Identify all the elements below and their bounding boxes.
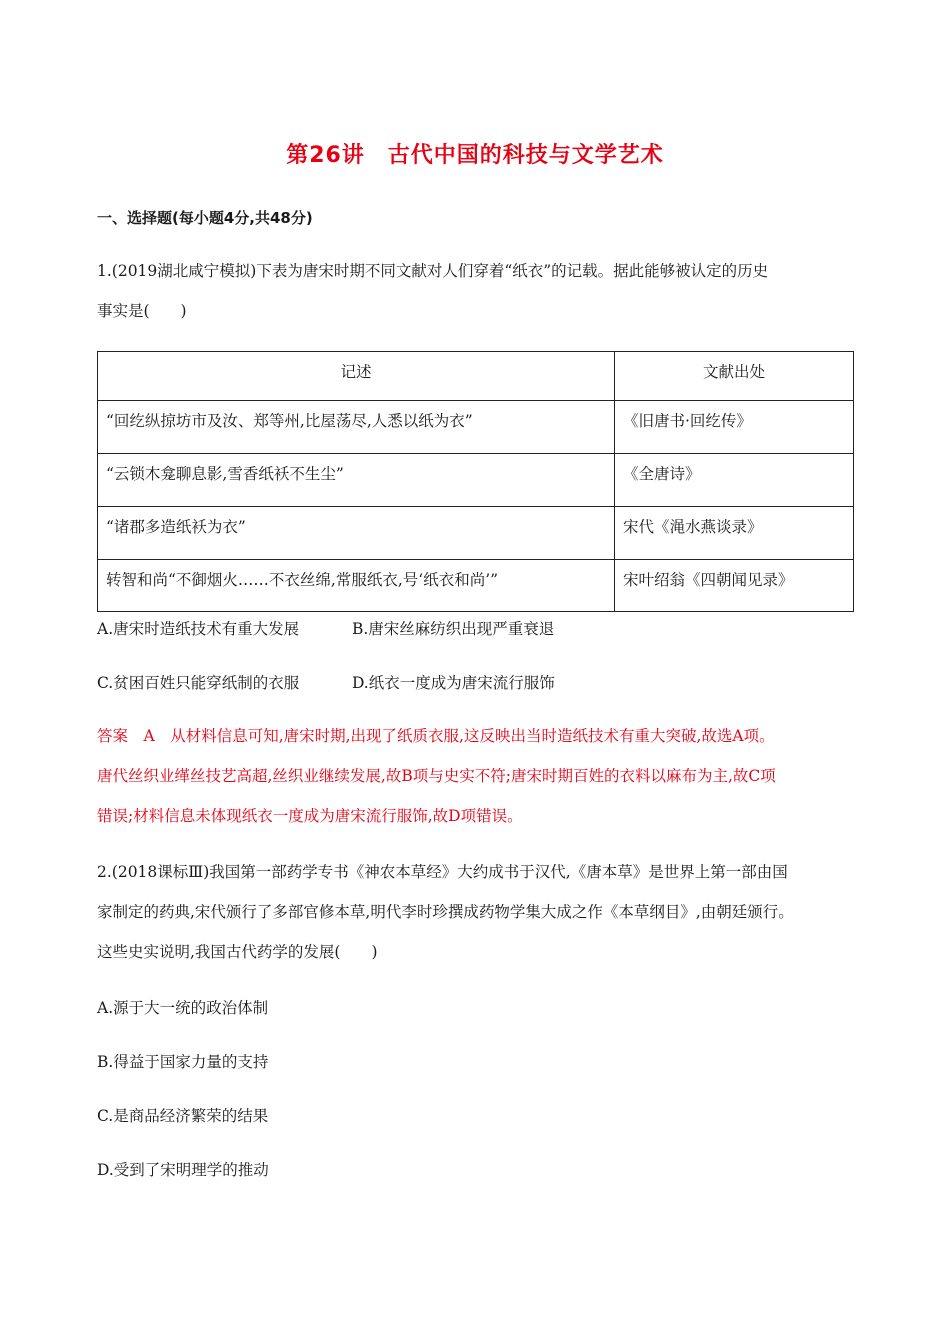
q1-answer-line3: 错误;材料信息未体现纸衣一度成为唐宋流行服饰,故D项错误。 <box>97 807 523 825</box>
q1-options-row1 <box>97 617 554 639</box>
q2-option-d[interactable]: D.受到了宋明理学的推动 <box>97 1161 269 1179</box>
table-header-record: 记述 <box>98 352 615 401</box>
table-row <box>98 560 854 612</box>
q1-stem <box>97 251 857 331</box>
q1-answer-line2: 唐代丝织业缂丝技艺高超,丝织业继续发展,故B项与史实不符;唐宋时期百姓的衣料以麻布为主,故C项 <box>97 767 776 785</box>
q2-option-b[interactable]: B.得益于国家力量的支持 <box>97 1053 269 1071</box>
table-row <box>98 401 854 454</box>
table-header-row <box>98 352 854 401</box>
q1-option-b[interactable]: B.唐宋丝麻纺织出现严重衰退 <box>351 620 555 638</box>
q1-answer <box>97 716 857 836</box>
q2-option-a[interactable]: A.源于大一统的政治体制 <box>97 999 269 1017</box>
table-cell-record: “云锁木龛聊息影,雪香纸袄不生尘” <box>98 454 615 507</box>
table-cell-source: 宋叶绍翁《四朝闻见录》 <box>615 560 854 612</box>
q1-options-row2 <box>97 671 555 693</box>
table-cell-source: 宋代《渑水燕谈录》 <box>615 507 854 560</box>
q1-answer-line1: 答案 A 从材料信息可知,唐宋时期,出现了纸质衣服,这反映出当时造纸技术有重大突破,故选A项。 <box>97 727 775 745</box>
table-cell-record: 转智和尚“不御烟火……不衣丝绵,常服纸衣,号‘纸衣和尚’” <box>98 560 615 612</box>
q1-stem-line1: 1.(2019湖北咸宁模拟)下表为唐宋时期不同文献对人们穿着“纸衣”的记载。据此能够被认定的历史 <box>97 262 769 280</box>
table-cell-record: “诸郡多造纸袄为衣” <box>98 507 615 560</box>
q1-option-a[interactable]: A.唐宋时造纸技术有重大发展 <box>97 620 300 638</box>
q2-stem <box>97 852 857 972</box>
q1-option-d[interactable]: D.纸衣一度成为唐宋流行服饰 <box>351 674 555 692</box>
q1-option-c[interactable]: C.贫困百姓只能穿纸制的衣服 <box>97 674 300 692</box>
q2-option-c[interactable]: C.是商品经济繁荣的结果 <box>97 1107 269 1125</box>
q2-stem-line2: 家制定的药典,宋代颁行了多部官修本草,明代李时珍撰成药物学集大成之作《本草纲目》,由朝廷颁行。 <box>97 903 794 921</box>
table-header-source: 文献出处 <box>615 352 854 401</box>
q2-stem-line1: 2.(2018课标Ⅲ)我国第一部药学专书《神农本草经》大约成书于汉代,《唐本草》是世界上第一部由国 <box>97 863 788 881</box>
table-cell-record: “回纥纵掠坊市及汝、郑等州,比屋荡尽,人悉以纸为衣” <box>98 401 615 454</box>
table-cell-source: 《旧唐书·回纥传》 <box>615 401 854 454</box>
table-row <box>98 454 854 507</box>
page-title: 第26讲 古代中国的科技与文学艺术 <box>286 143 664 168</box>
table-row <box>98 507 854 560</box>
q2-stem-line3: 这些史实说明,我国古代药学的发展( ) <box>97 943 378 961</box>
table-cell-source: 《全唐诗》 <box>615 454 854 507</box>
section-heading: 一、选择题(每小题4分,共48分) <box>97 209 313 227</box>
records-table <box>97 351 854 612</box>
q1-stem-line2: 事实是( ) <box>97 302 187 320</box>
